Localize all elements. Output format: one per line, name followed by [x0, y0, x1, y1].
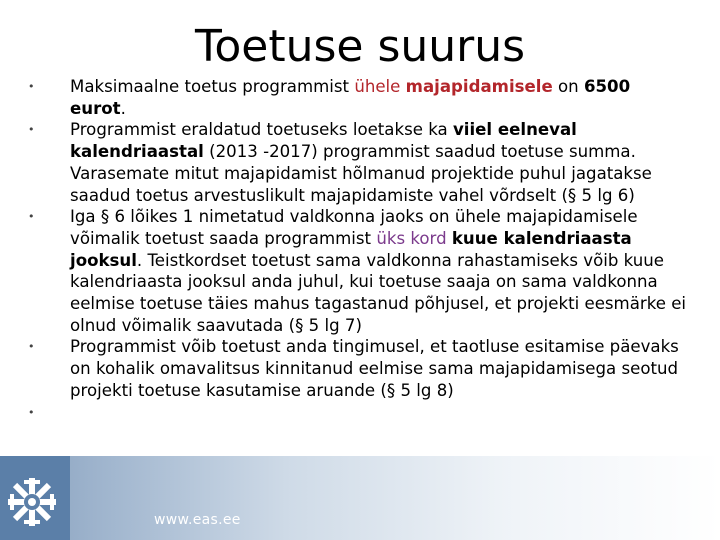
bullet-text-segment: Programmist võib toetust anda tingimusel, et taotluse esitamise päevaks on kohalik omavalitsus kinnitanud eelmise sama majapidamisega seotud projekti toetuse kasutamise aruande (§ 5 lg 8) [70, 337, 679, 400]
bullet-item [28, 76, 688, 119]
footer-gradient [0, 456, 720, 540]
bullet-text-segment: . [120, 98, 126, 118]
bullet-item [28, 336, 688, 401]
bullet-text-segment: (2013 -2017) programmist saadud toetuse summa. Varasemate mitut majapidamist hõlmanud projektide puhul jagatakse saadud toetus arvestuslikult majapidamiste vahel võrdselt (§ 5 lg 6) [70, 142, 652, 205]
bullet-item [28, 206, 688, 336]
bullet-text-segment: Maksimaalne toetus programmist [70, 77, 355, 96]
bullet-text-segment: Programmist eraldatud toetuseks loetakse ka [70, 120, 453, 140]
bullet-dot-icon: • [28, 340, 35, 354]
bullet-text-segment: 6500 eurot [70, 77, 631, 118]
bullet-text-segment: ühele [354, 77, 406, 96]
bullet-text-segment: üks kord [376, 228, 452, 248]
bullet-text-segment: viiel eelneval kalendriaastal [70, 120, 577, 162]
bullet-text-segment: . Teistkordset toetust sama valdkonna rahastamiseks võib kuue kalendriaasta jooksul anda juhul, kui toetuse saaja on sama valdkonna eelmise toetuse täies mahus tagastanud põhjusel, et projekti eesmärke ei olnud võimalik saavutada (§ 5 lg 7) [70, 250, 687, 335]
bullet-dot-icon: • [28, 80, 35, 93]
bullet-text-segment: Iga § 6 lõikes 1 nimetatud valdkonna jaoks on ühele majapidamisele võimalik toetust saada programmist [70, 207, 638, 248]
bullet-list [28, 76, 688, 424]
bullet-item [28, 119, 688, 206]
bullet-text-segment: kuue kalendriaasta jooksul [70, 228, 632, 270]
footer-band [0, 456, 720, 540]
bullet-item [28, 402, 688, 424]
bullet-dot-icon: • [28, 123, 35, 137]
bullet-text-segment: majapidamisele [405, 77, 553, 96]
slide-title: Toetuse suurus [194, 21, 526, 72]
footer-url[interactable]: www.eas.ee [154, 512, 241, 528]
bullet-dot-icon: • [28, 405, 35, 419]
snowflake-logo-icon [4, 474, 60, 530]
bullet-text-segment: on [552, 77, 584, 96]
bullet-dot-icon: • [28, 210, 35, 224]
